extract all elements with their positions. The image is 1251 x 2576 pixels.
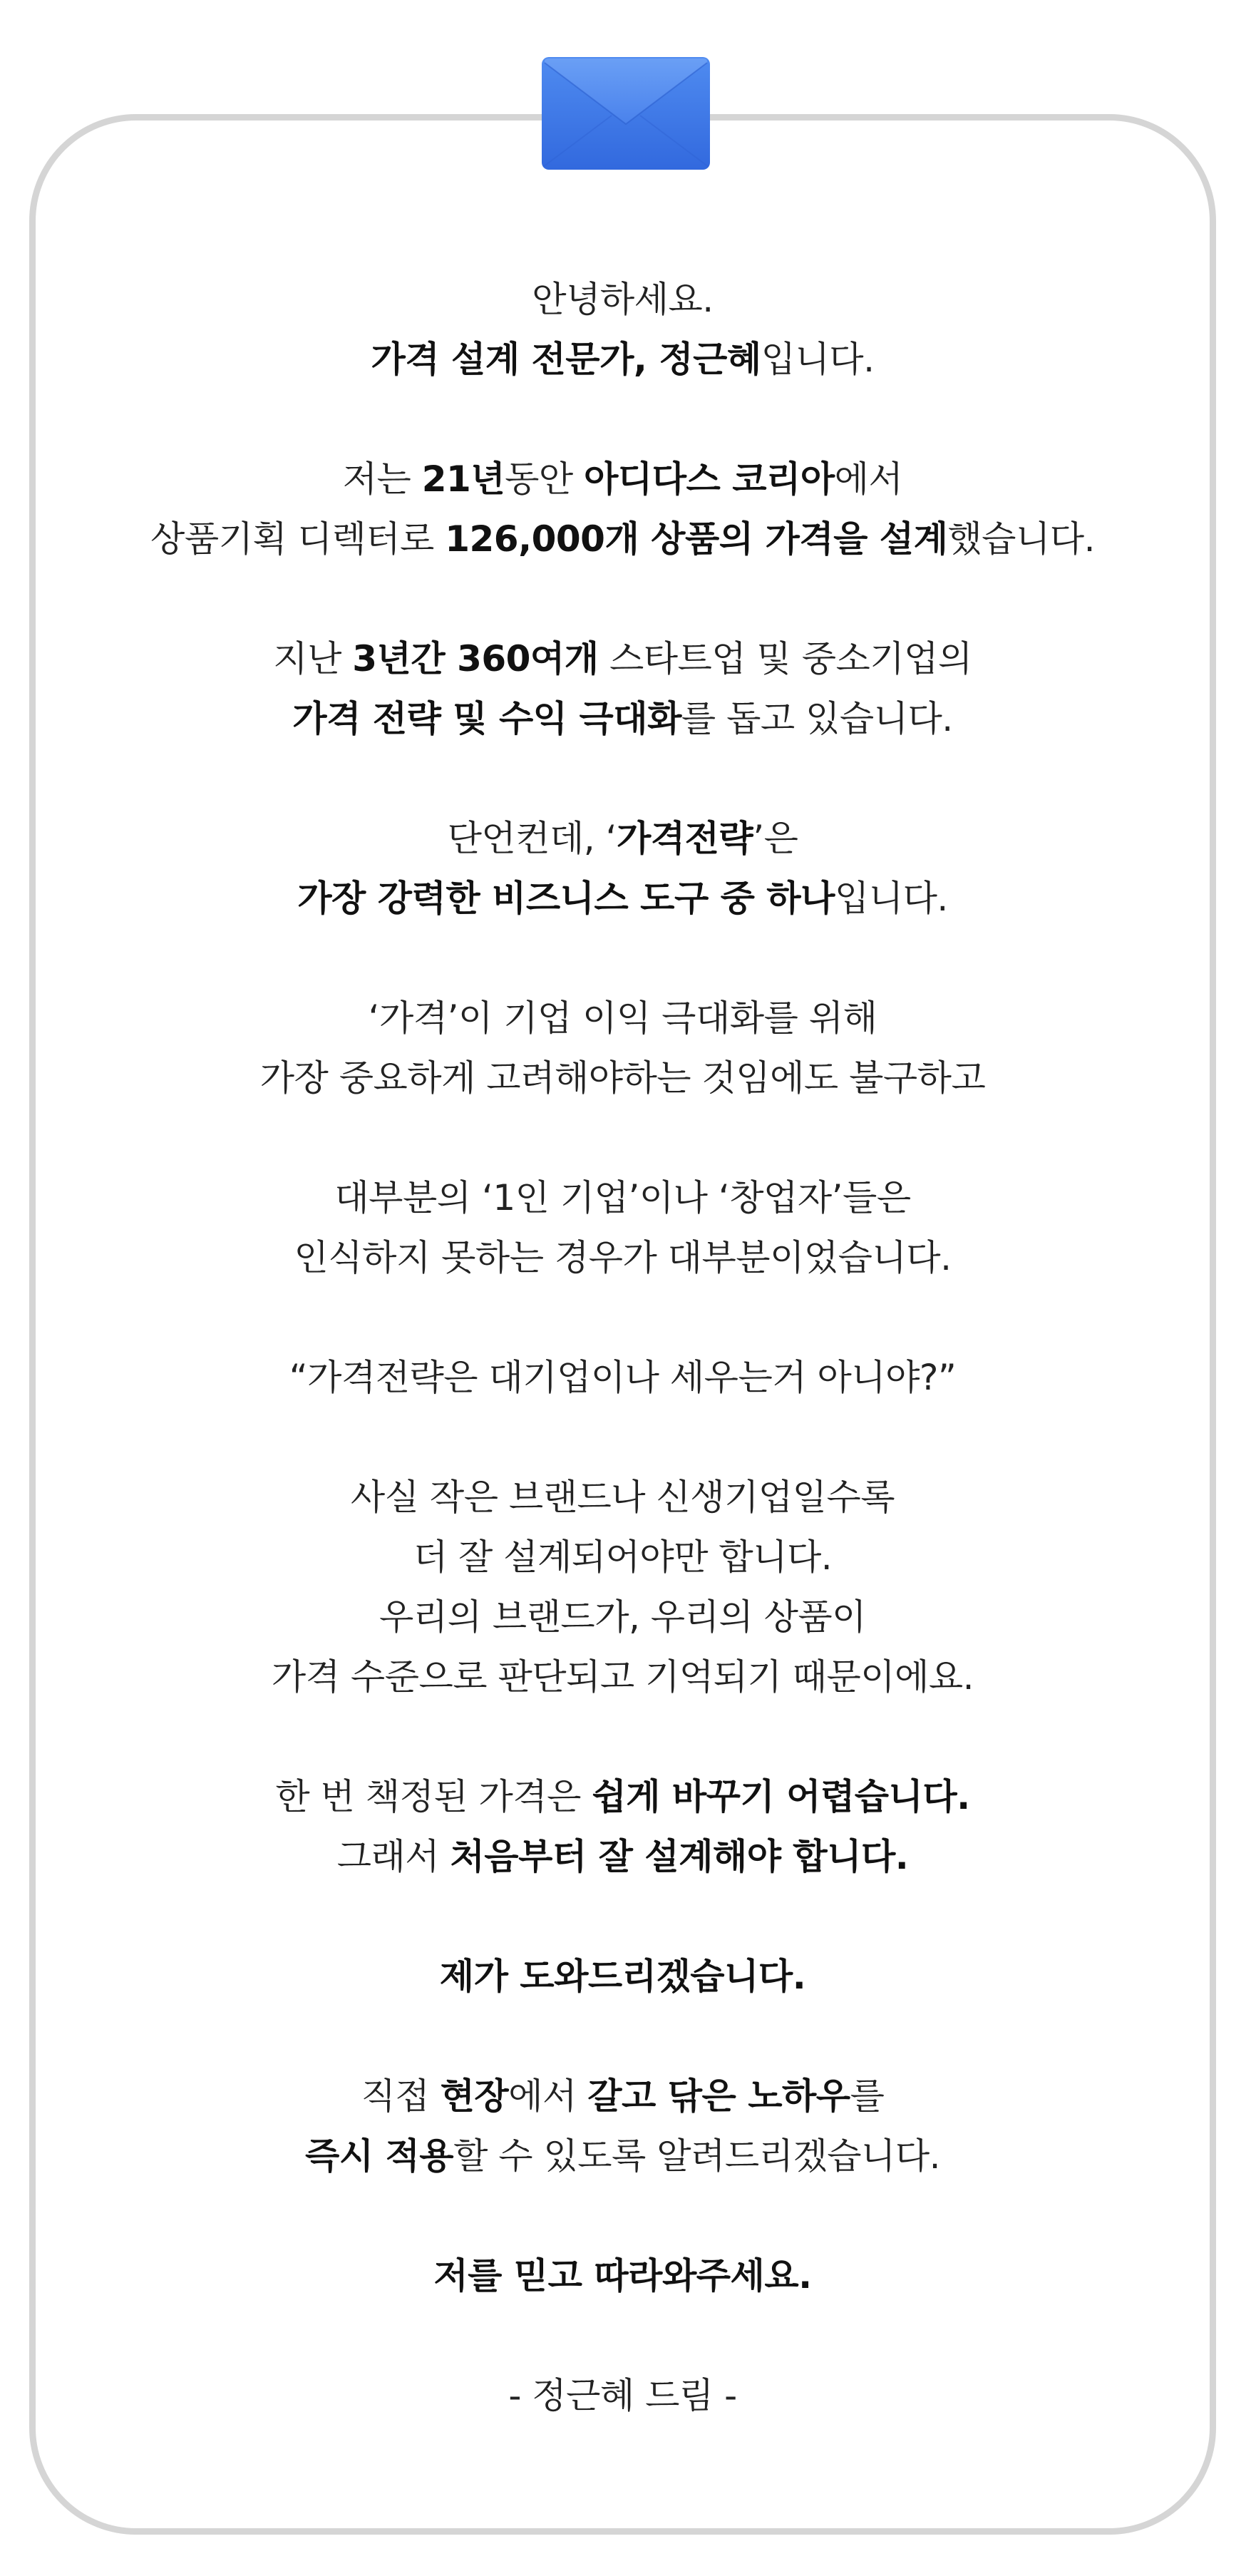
paragraph-greeting: 안녕하세요. 가격 설계 전문가, 정근혜입니다. [371, 279, 875, 380]
paragraph-hard-to-change: 한 번 책정된 가격은 쉽게 바꾸기 어렵습니다. 그래서 처음부터 잘 설계해야 합니다. [275, 1776, 970, 1877]
paragraph-career: 저는 21년동안 아디다스 코리아에서 상품기획 디렉터로 126,000개 상품의 가격을 설계했습니다. [150, 458, 1095, 560]
paragraph-pricing-strategy: 단언컨데, ‘가격전략’은 가장 강력한 비즈니스 도구 중 하나입니다. [297, 818, 948, 919]
greeting-text: 안녕하세요. [532, 279, 714, 320]
paragraph-small-brands: 사실 작은 브랜드나 신생기업일수록 더 잘 설계되어야만 합니다. 우리의 브랜드가, 우리의 상품이 가격 수준으로 판단되고 기억되기 때문이에요. [271, 1477, 974, 1698]
paragraph-trust-me: 저를 믿고 따라와주세요. [433, 2255, 812, 2297]
signature: - 정근혜 드림 - [508, 2375, 737, 2416]
paragraph-quote: “가격전략은 대기업이나 세우는거 아니야?” [289, 1357, 957, 1398]
paragraph-offer-help: 제가 도와드리겠습니다. [439, 1956, 806, 1997]
paragraph-founders: 대부분의 ‘1인 기업’이나 ‘창업자’들은 인식하지 못하는 경우가 대부분이었습니다. [294, 1177, 952, 1278]
paragraph-recent-work: 지난 3년간 360여개 스타트업 및 중소기업의 가격 전략 및 수익 극대화를 돕고 있습니다. [273, 638, 972, 739]
envelope-icon [540, 56, 711, 171]
letter-body [29, 270, 1216, 2426]
paragraph-knowhow: 직접 현장에서 갈고 닦은 노하우를 즉시 적용할 수 있도록 알려드리겠습니다. [304, 2075, 941, 2177]
author-title: 가격 설계 전문가, 정근혜 [371, 339, 761, 380]
paragraph-price-importance: ‘가격’이 기업 이익 극대화를 위해 가장 중요하게 고려해야하는 것임에도 불구하고 [259, 997, 986, 1099]
